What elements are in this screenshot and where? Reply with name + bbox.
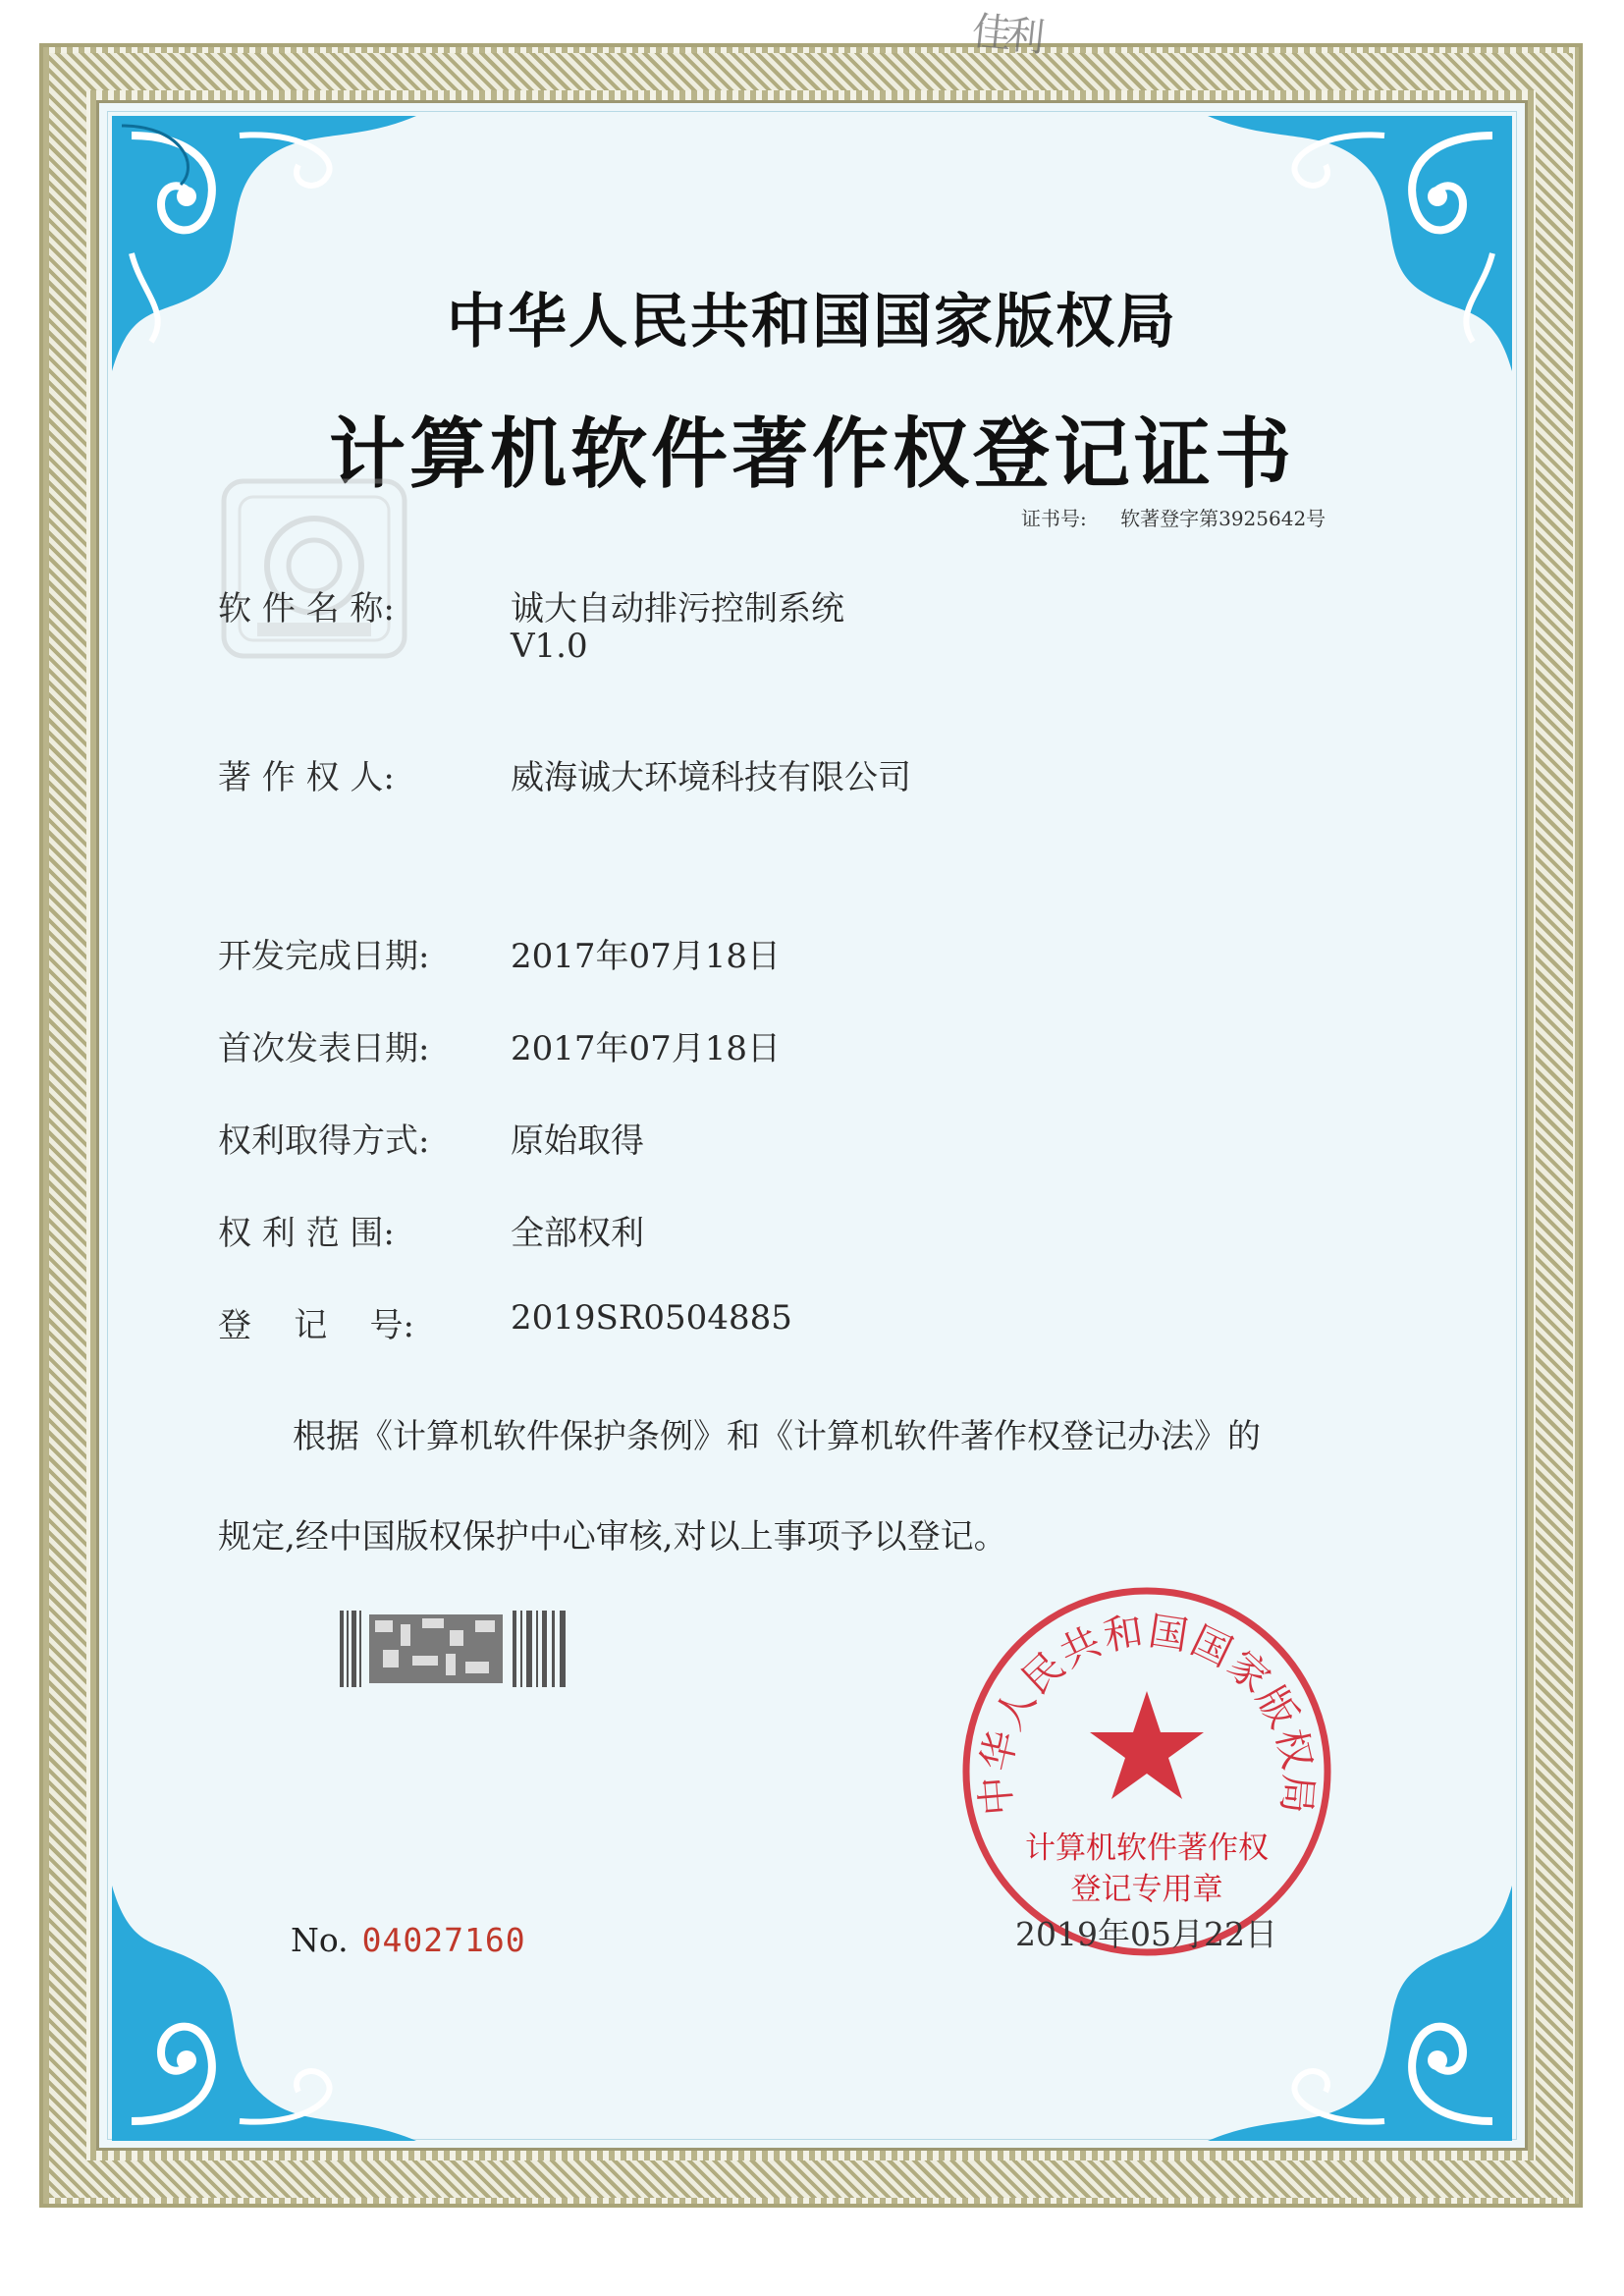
star-icon [1090, 1691, 1204, 1799]
registration-statement [218, 1387, 1465, 1587]
software-name-value: 诚大自动排污控制系统 [511, 589, 844, 629]
software-name-row [218, 581, 844, 666]
publication-date-label: 首次发表日期: [218, 1029, 430, 1068]
certificate-number-value: 软著登字第3925642号 [1120, 507, 1326, 530]
publication-date-value: 2017年07月18日 [511, 1029, 782, 1068]
official-seal [958, 1583, 1335, 1960]
certificate-number-label: 证书号: [1021, 507, 1087, 530]
watermark-emblem-icon [218, 475, 410, 662]
publication-date-row [218, 1021, 782, 1069]
corner-ornament-icon [102, 1876, 426, 2151]
seal-center-line-1: 计算机软件著作权 [1025, 1831, 1269, 1866]
certificate-number [1021, 503, 1326, 531]
development-date-row [218, 929, 782, 977]
seal-center-line-2: 登记专用章 [1070, 1872, 1223, 1907]
rights-scope-label: 权 利 范 围: [218, 1214, 395, 1253]
serial-number-value: 04027160 [361, 1921, 526, 1959]
development-date-label: 开发完成日期: [218, 937, 430, 976]
registration-number-value: 2019SR0504885 [511, 1298, 792, 1338]
copyright-owner-label: 著 作 权 人: [218, 758, 395, 797]
copyright-owner-row [218, 750, 911, 798]
software-version-value: V1.0 [511, 627, 588, 666]
handwritten-note: 佳利 [969, 8, 1042, 61]
statement-line-2: 规定,经中国版权保护中心审核,对以上事项予以登记。 [218, 1517, 1007, 1557]
development-date-value: 2017年07月18日 [511, 937, 782, 976]
serial-number [291, 1921, 526, 1959]
acquisition-method-row [218, 1114, 644, 1162]
issue-date: 2019年05月22日 [1015, 1915, 1277, 1953]
issuing-authority: 中华人民共和国国家版权局 [447, 288, 1177, 356]
statement-line-1: 根据《计算机软件保护条例》和《计算机软件著作权登记办法》的 [293, 1417, 1261, 1456]
serial-prefix: No. [291, 1921, 349, 1959]
rights-scope-row [218, 1206, 644, 1254]
seal-ring-text: 中华人民共和国国家版权局 [972, 1609, 1322, 1818]
barcode-icon [340, 1611, 568, 1687]
certificate-title: 计算机软件著作权登记证书 [328, 410, 1295, 499]
acquisition-method-value: 原始取得 [511, 1121, 644, 1161]
acquisition-method-label: 权利取得方式: [218, 1121, 430, 1161]
software-name-label: 软 件 名 称: [218, 589, 395, 629]
copyright-owner-value: 威海诚大环境科技有限公司 [511, 758, 911, 797]
rights-scope-value: 全部权利 [511, 1214, 644, 1253]
registration-number-row [218, 1298, 792, 1346]
registration-number-label: 登 记 号: [218, 1306, 414, 1345]
